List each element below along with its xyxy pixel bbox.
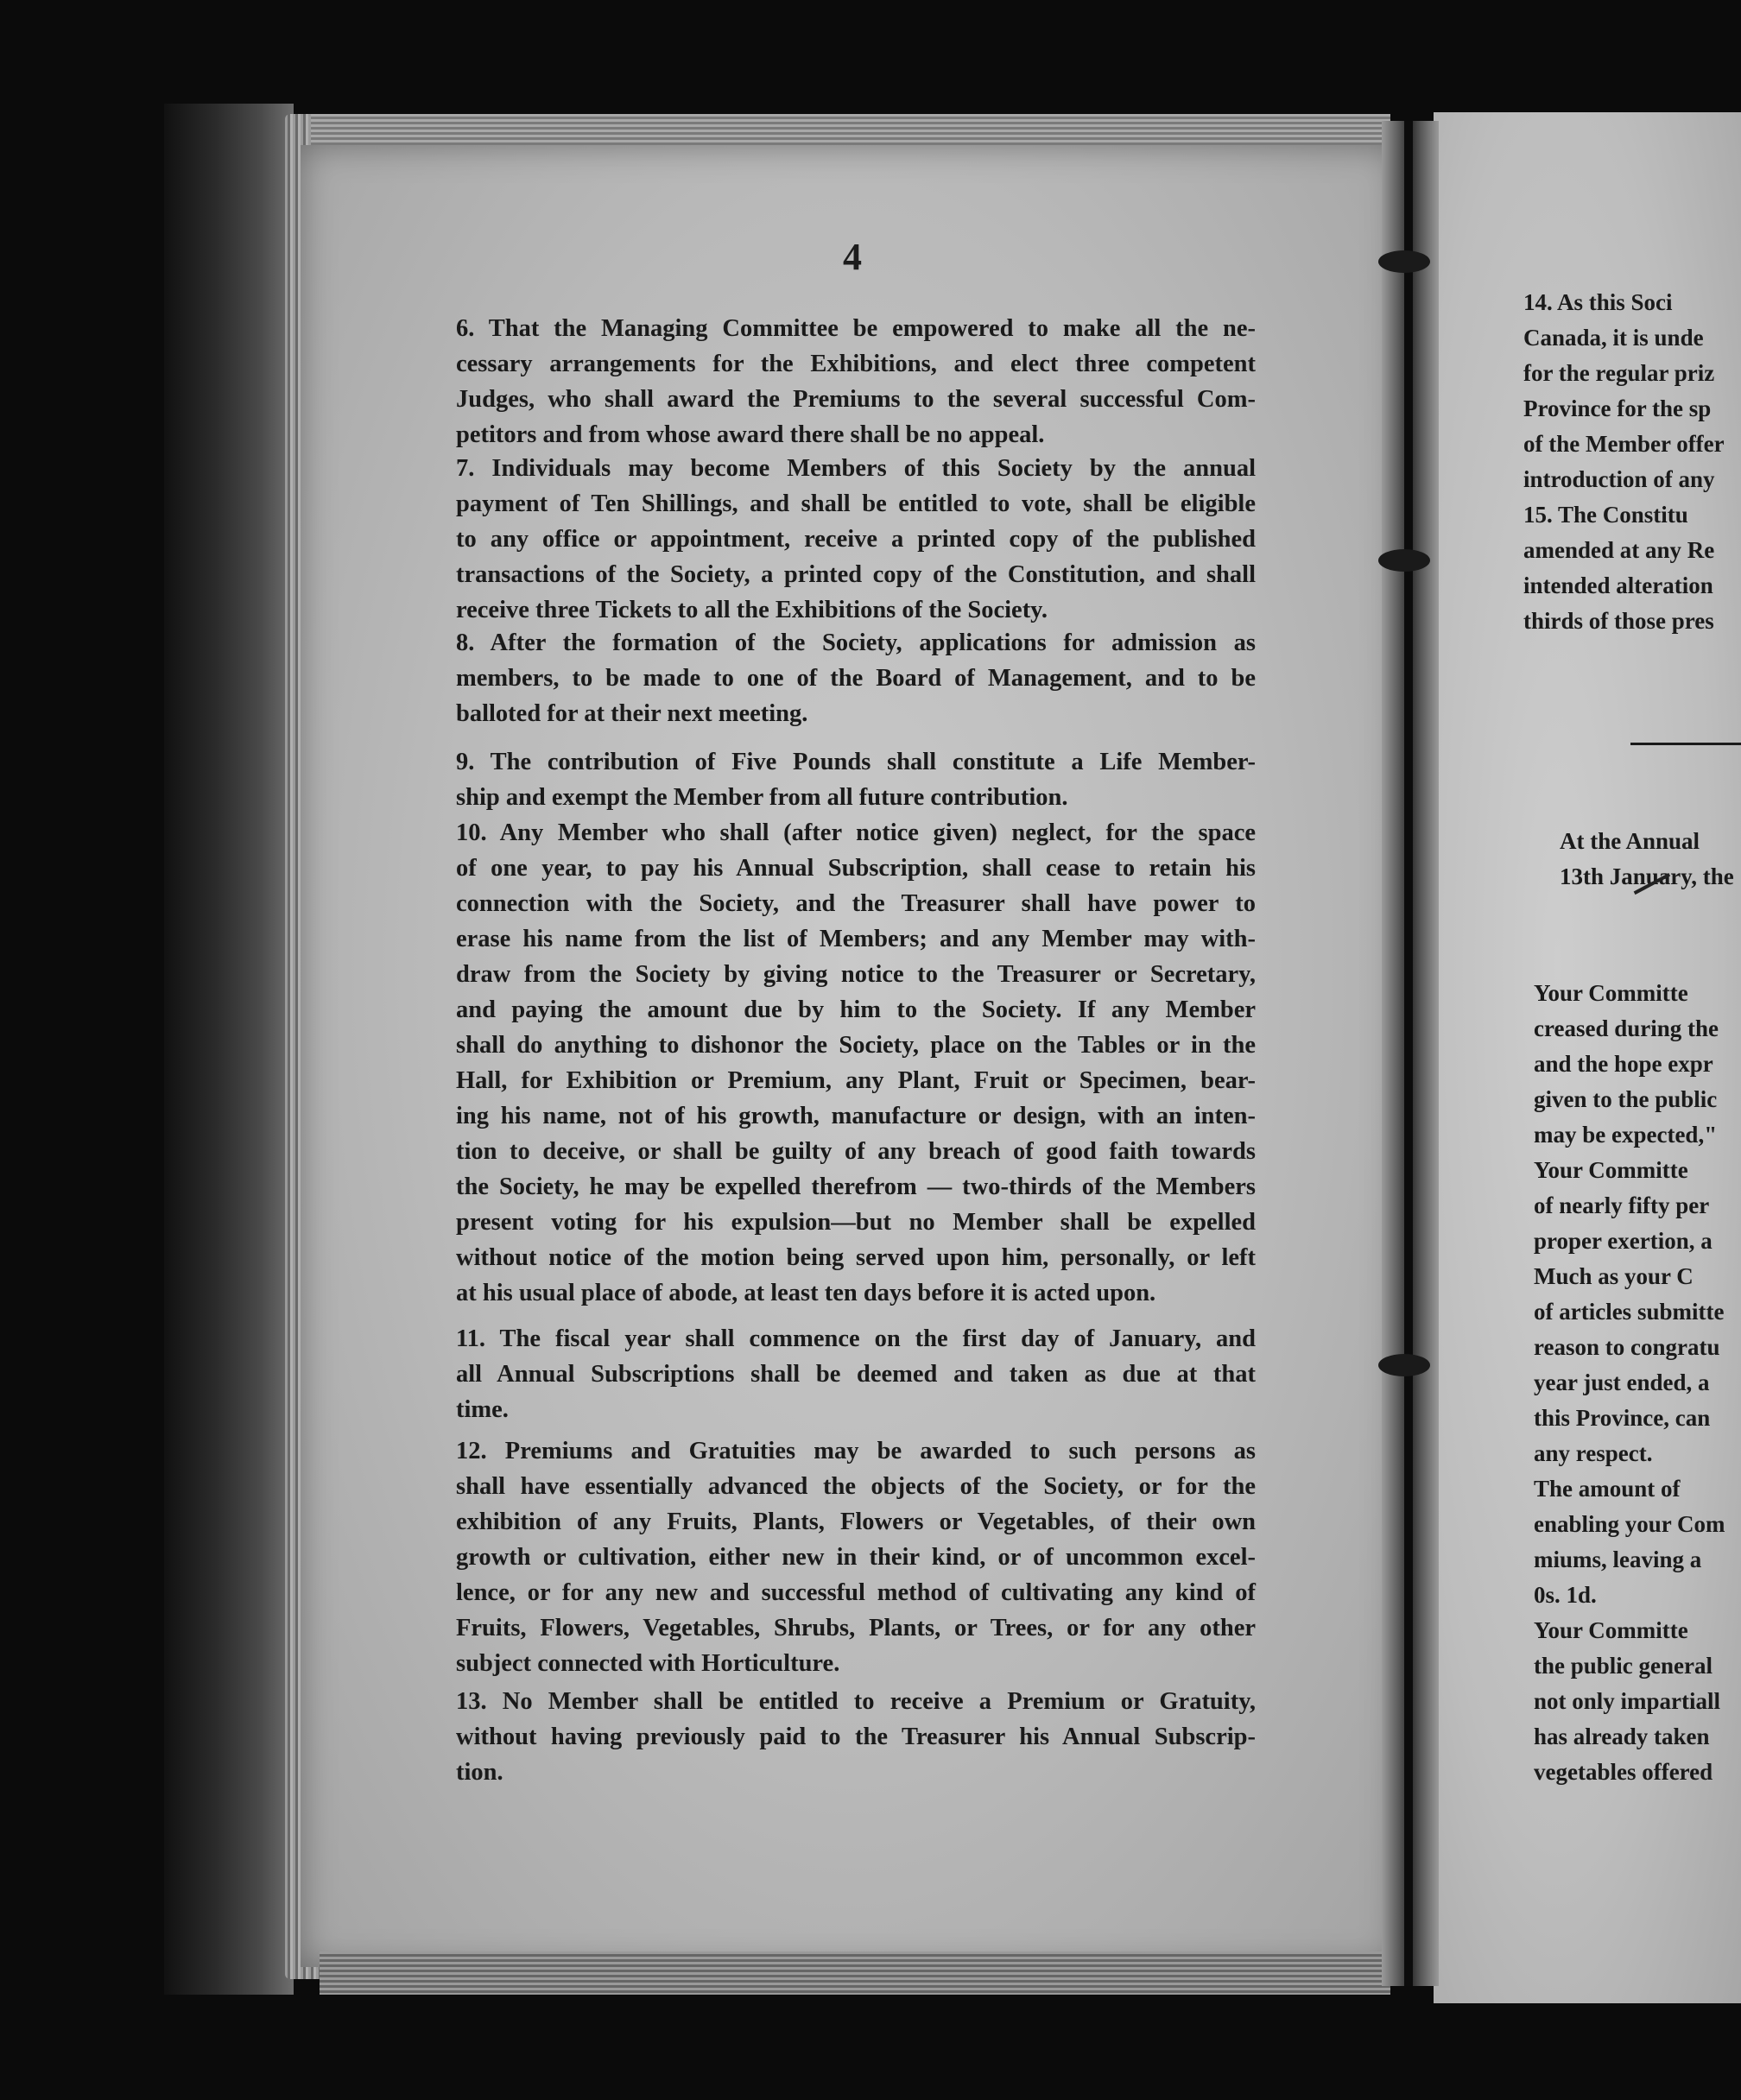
rule-paragraph — [456, 451, 1256, 628]
text-line: given to the public — [1534, 1086, 1718, 1112]
text-line: and paying the amount due by him to the Society. If any Member — [456, 996, 1256, 1023]
text-line: proper exertion, a — [1534, 1228, 1713, 1254]
text-line: subject connected with Horticulture. — [456, 1650, 840, 1677]
text-line: has already taken — [1534, 1724, 1710, 1749]
text-line: creased during the — [1534, 1015, 1719, 1041]
rule-paragraph — [456, 1433, 1256, 1681]
text-line: of articles submitte — [1534, 1299, 1725, 1325]
text-line: 12. Premiums and Gratuities may be awarded to such persons as — [456, 1438, 1256, 1464]
text-line: 13th January, the — [1560, 863, 1734, 889]
rule-paragraph — [456, 815, 1256, 1311]
text-line: 9. The contribution of Five Pounds shall constitute a Life Member- — [456, 749, 1256, 775]
text-line: payment of Ten Shillings, and shall be entitled to vote, shall be eligible — [456, 490, 1256, 517]
text-line: present voting for his expulsion—but no Member shall be expelled — [456, 1209, 1256, 1236]
text-line: year just ended, a — [1534, 1369, 1710, 1395]
text-line: tion. — [456, 1759, 503, 1786]
text-line: any respect. — [1534, 1440, 1653, 1466]
text-line: Your Committe — [1534, 980, 1688, 1006]
text-line: at his usual place of abode, at least ten days before it is acted upon. — [456, 1280, 1156, 1306]
text-line: of one year, to pay his Annual Subscription, shall cease to retain his — [456, 855, 1256, 882]
text-line: 14. As this Soci — [1523, 289, 1673, 315]
text-line: 6. That the Managing Committee be empowered to make all the ne- — [456, 315, 1256, 342]
text-line: the Society, he may be expelled therefrom — two-thirds of the Members — [456, 1173, 1256, 1200]
section-divider — [1630, 743, 1741, 745]
right-page-block-constitution — [1523, 285, 1725, 639]
text-line: connection with the Society, and the Treasurer shall have power to — [456, 890, 1256, 917]
rule-paragraph — [456, 744, 1256, 815]
text-line: Canada, it is unde — [1523, 325, 1704, 351]
text-line: Hall, for Exhibition or Premium, any Plant, Fruit or Specimen, bear- — [456, 1067, 1256, 1094]
text-line: receive three Tickets to all the Exhibitions of the Society. — [456, 597, 1048, 623]
text-line: exhibition of any Fruits, Plants, Flowers or Vegetables, of their own — [456, 1509, 1256, 1535]
text-line: this Province, can — [1534, 1405, 1711, 1431]
page-number: 4 — [843, 236, 862, 278]
text-line: the public general — [1534, 1653, 1713, 1679]
text-line: shall do anything to dishonor the Society, place on the Tables or in the — [456, 1032, 1256, 1059]
binding-stitch — [1378, 549, 1430, 572]
text-line: shall have essentially advanced the objects of the Society, or for the — [456, 1473, 1256, 1500]
text-line: Much as your C — [1534, 1263, 1694, 1289]
text-line: growth or cultivation, either new in their kind, or of uncommon excel- — [456, 1544, 1256, 1571]
text-line: reason to congratu — [1534, 1334, 1720, 1360]
text-line: to any office or appointment, receive a printed copy of the published — [456, 526, 1256, 553]
text-line: 11. The fiscal year shall commence on the first day of January, and — [456, 1325, 1256, 1352]
text-line: tion to deceive, or shall be guilty of any breach of good faith towards — [456, 1138, 1256, 1165]
text-line: At the Annual — [1560, 828, 1700, 854]
text-line: Your Committe — [1534, 1617, 1688, 1643]
text-line: petitors and from whose award there shall be no appeal. — [456, 421, 1045, 448]
text-line: Your Committe — [1534, 1157, 1688, 1183]
text-line: may be expected," — [1534, 1122, 1718, 1148]
text-line: introduction of any — [1523, 466, 1715, 492]
text-line: transactions of the Society, a printed copy of the Constitution, and shall — [456, 561, 1256, 588]
text-line: 15. The Constitu — [1523, 502, 1688, 528]
text-line: 8. After the formation of the Society, applications for admission as — [456, 629, 1256, 656]
text-line: of nearly fifty per — [1534, 1192, 1710, 1218]
page-edges-bottom — [320, 1951, 1390, 1995]
text-line: not only impartiall — [1534, 1688, 1721, 1714]
book-binding-left — [164, 104, 294, 1995]
spine-line — [1404, 121, 1413, 1986]
text-line: Judges, who shall award the Premiums to the several successful Com- — [456, 386, 1256, 413]
text-line: Province for the sp — [1523, 395, 1712, 421]
rule-paragraph — [456, 1684, 1256, 1790]
text-line: cessary arrangements for the Exhibitions, and elect three competent — [456, 351, 1256, 377]
right-page-block-committee-report — [1534, 976, 1725, 1790]
rule-paragraph — [456, 311, 1256, 452]
binding-stitch — [1378, 250, 1430, 273]
text-line: draw from the Society by giving notice to the Treasurer or Secretary, — [456, 961, 1256, 988]
text-line: balloted for at their next meeting. — [456, 700, 808, 727]
text-line: erase his name from the list of Members; and any Member may with- — [456, 926, 1256, 952]
text-line: members, to be made to one of the Board of Management, and to be — [456, 665, 1256, 692]
text-line: Fruits, Flowers, Vegetables, Shrubs, Plants, or Trees, or for any other — [456, 1615, 1256, 1641]
text-line: 0s. 1d. — [1534, 1582, 1597, 1608]
text-line: ing his name, not of his growth, manufacture or design, with an inten- — [456, 1103, 1256, 1129]
text-line: miums, leaving a — [1534, 1547, 1702, 1572]
text-line: for the regular priz — [1523, 360, 1715, 386]
rule-paragraph — [456, 625, 1256, 731]
text-line: enabling your Com — [1534, 1511, 1725, 1537]
text-line: ship and exempt the Member from all future contribution. — [456, 784, 1068, 811]
text-line: The amount of — [1534, 1476, 1681, 1502]
text-line: without having previously paid to the Treasurer his Annual Subscrip- — [456, 1724, 1256, 1750]
text-line: without notice of the motion being served upon him, personally, or left — [456, 1244, 1256, 1271]
text-line: and the hope expr — [1534, 1051, 1713, 1077]
text-line: 10. Any Member who shall (after notice given) neglect, for the space — [456, 819, 1256, 846]
text-line: 13. No Member shall be entitled to receive a Premium or Gratuity, — [456, 1688, 1256, 1715]
text-line: time. — [456, 1396, 509, 1423]
text-line: intended alteration — [1523, 572, 1713, 598]
text-line: lence, or for any new and successful method of cultivating any kind of — [456, 1579, 1256, 1606]
text-line: all Annual Subscriptions shall be deemed and taken as due at that — [456, 1361, 1256, 1388]
text-line: vegetables offered — [1534, 1759, 1713, 1785]
text-line: thirds of those pres — [1523, 608, 1714, 634]
binding-stitch — [1378, 1354, 1430, 1376]
text-line: amended at any Re — [1523, 537, 1715, 563]
rule-paragraph — [456, 1321, 1256, 1427]
page-edges-top — [311, 114, 1390, 149]
text-line: 7. Individuals may become Members of this Society by the annual — [456, 455, 1256, 482]
text-line: of the Member offer — [1523, 431, 1725, 457]
